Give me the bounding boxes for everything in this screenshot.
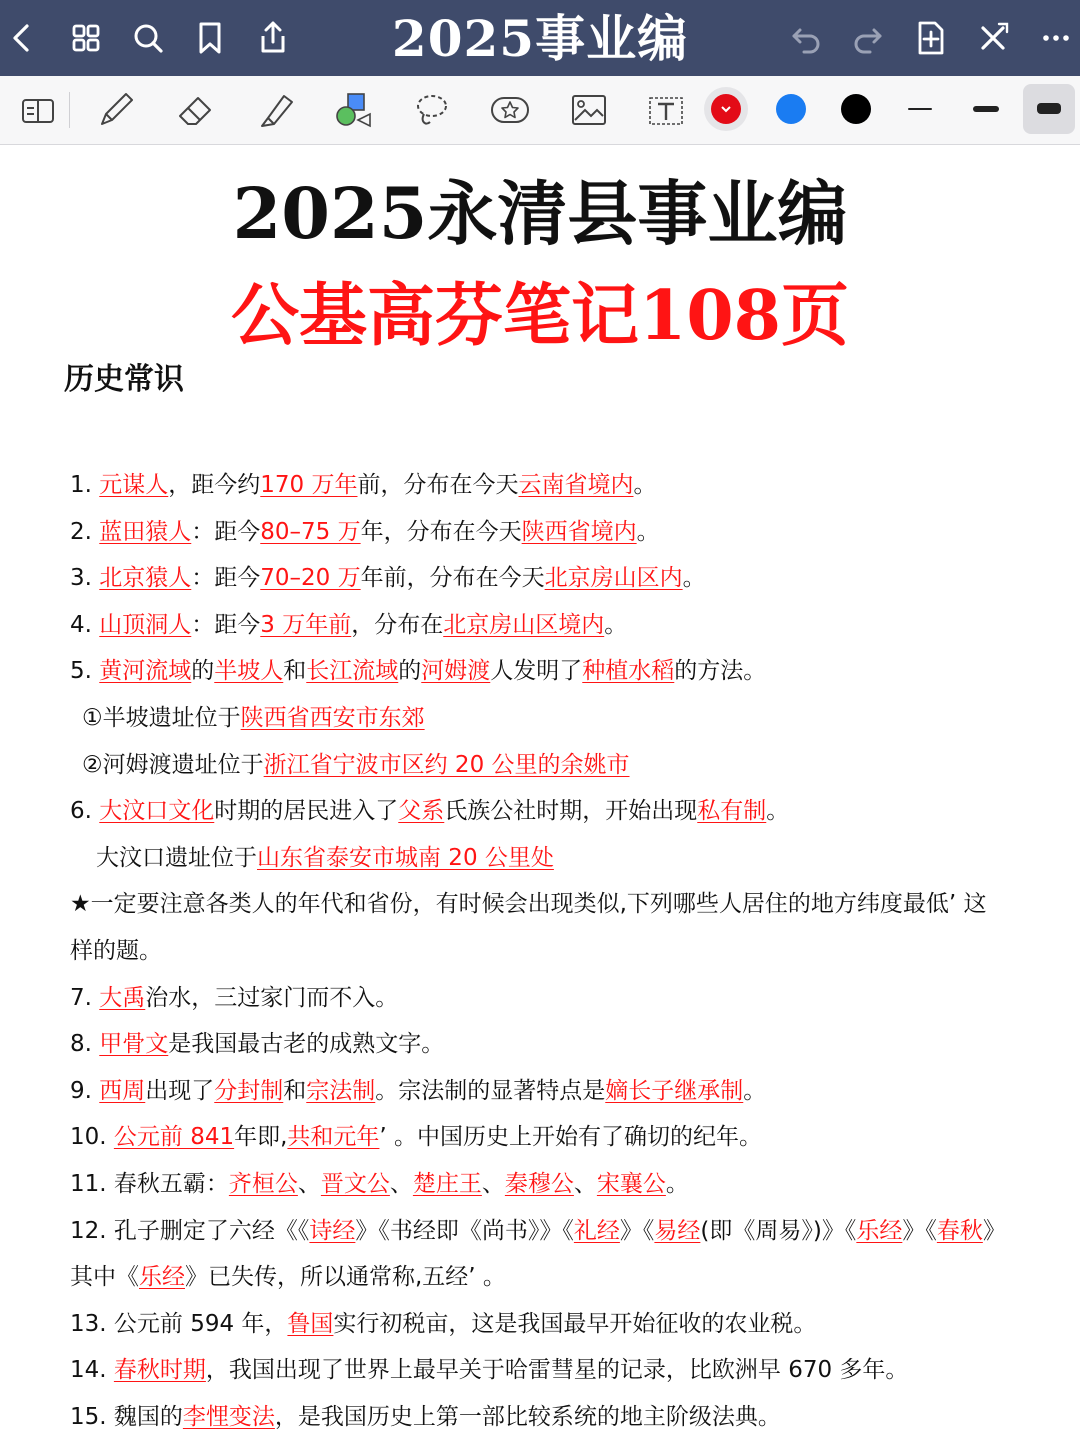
highlighted-term: 浙江省宁波市区约 20 公里的余姚市 <box>263 751 630 778</box>
highlighted-term: 乐经 <box>139 1264 185 1291</box>
note-line <box>70 1208 1030 1255</box>
highlighted-term: 陕西省西安市东郊 <box>240 704 425 731</box>
color-swatch-red[interactable] <box>711 94 741 124</box>
highlighted-term: 晋文公 <box>320 1170 390 1197</box>
pen-icon[interactable] <box>94 88 138 132</box>
highlighted-term: 长江流域 <box>306 658 399 685</box>
note-text: 氏族公社时期，开始出现 <box>444 798 698 825</box>
note-text: 治水，三过家门而不入。 <box>145 984 399 1011</box>
note-text: ①半坡遗址位于 <box>82 704 241 731</box>
note-text: 》《 <box>619 1217 655 1244</box>
highlighted-term: 易经 <box>654 1217 701 1244</box>
note-text: 。 <box>665 1170 689 1197</box>
shapes-icon[interactable] <box>332 88 376 132</box>
highlighted-term: 大禹 <box>99 984 146 1011</box>
note-text: 。 <box>636 518 660 545</box>
note-text: 、 <box>481 1170 505 1197</box>
highlighted-term: 私有制 <box>697 798 767 825</box>
highlighted-term: 宋襄公 <box>596 1170 666 1197</box>
note-text: 。 <box>633 472 657 498</box>
note-line <box>70 602 1030 649</box>
note-text: 1. <box>70 472 100 498</box>
note-content <box>70 462 1030 1440</box>
note-text: 、 <box>297 1170 321 1197</box>
note-text: 、 <box>573 1170 597 1197</box>
text-icon[interactable] <box>644 88 688 132</box>
highlighted-term: 大汶口文化 <box>99 798 215 825</box>
note-line <box>70 881 1030 928</box>
note-line <box>70 648 1030 695</box>
highlighted-term: 秦穆公 <box>504 1170 574 1197</box>
note-text: ，我国出现了世界上最早关于哈雷彗星的记录，比欧洲早 670 多年。 <box>205 1357 909 1384</box>
page-view-icon[interactable] <box>16 88 60 132</box>
note-text: 13. 公元前 594 年， <box>70 1310 288 1337</box>
stroke-thick[interactable] <box>1037 103 1061 114</box>
note-line <box>70 555 1030 602</box>
note-text: ：距今 <box>191 565 261 592</box>
search-icon[interactable] <box>128 18 168 58</box>
note-text: 5. <box>70 658 100 685</box>
highlighted-term: 鲁国 <box>287 1310 334 1337</box>
highlighted-term: 河姆渡 <box>421 658 491 685</box>
highlighted-term: 齐桓公 <box>228 1170 298 1197</box>
note-text: 8. <box>70 1031 100 1058</box>
undo-icon[interactable] <box>786 18 826 58</box>
note-text: 、 <box>389 1170 413 1197</box>
note-text: 11. 春秋五霸： <box>70 1170 229 1197</box>
highlighted-term: 嫡长子继承制 <box>605 1077 744 1104</box>
note-text: 3. <box>70 565 100 592</box>
note-text: 。 <box>766 798 790 825</box>
highlighted-term: 共和元年 <box>287 1124 380 1151</box>
highlighted-term: 乐经 <box>856 1217 903 1244</box>
note-line <box>70 975 1030 1022</box>
highlighted-term: 春秋 <box>936 1217 983 1244</box>
note-text: 其中《 <box>70 1264 139 1291</box>
highlighted-term: 礼经 <box>573 1217 620 1244</box>
note-text: ②河姆渡遗址位于 <box>82 751 264 778</box>
image-icon[interactable] <box>567 88 611 132</box>
note-text: ，分布在 <box>351 611 444 638</box>
note-text: 的 <box>398 658 422 685</box>
note-text: 出现了 <box>145 1077 215 1104</box>
grid-view-icon[interactable] <box>66 18 106 58</box>
add-page-icon[interactable] <box>911 18 951 58</box>
lasso-icon[interactable] <box>410 88 454 132</box>
note-text: 4. <box>70 611 100 638</box>
note-text: 人发明了 <box>490 658 583 685</box>
highlighted-term: 宗法制 <box>306 1077 376 1104</box>
top-app-bar <box>0 0 1080 76</box>
note-text: 。 <box>604 611 628 638</box>
toolbar-divider <box>69 92 70 128</box>
note-line <box>70 1021 1030 1068</box>
highlighter-icon[interactable] <box>254 88 298 132</box>
note-text: ’ 。中国历史上开始有了确切的纪年。 <box>379 1124 763 1151</box>
note-text: ★一定要注意各类人的年代和省份，有时候会出现类似,下列哪些人居住的地方纬度最低’ 这 <box>70 891 987 918</box>
note-line <box>70 1114 1030 1161</box>
highlighted-term: 北京房山区内 <box>544 565 683 592</box>
highlighted-term: 诗经 <box>309 1217 356 1244</box>
note-text: ，是我国历史上第一部比较系统的地主阶级法典。 <box>274 1403 781 1430</box>
note-line <box>70 1161 1030 1208</box>
highlighted-term: 元谋人 <box>99 472 169 498</box>
note-text: 。 <box>743 1077 767 1104</box>
highlighted-term: 陕西省境内 <box>521 518 637 545</box>
note-text: ，距今约 <box>168 472 261 498</box>
eraser-icon[interactable] <box>174 88 218 132</box>
highlighted-term: 山东省泰安市城南 20 公里处 <box>257 844 554 871</box>
note-line <box>70 1254 1030 1301</box>
highlighted-term: 云南省境内 <box>518 472 634 498</box>
highlighted-term: 公元前 841 <box>113 1124 235 1151</box>
note-text: 的方法。 <box>674 658 767 685</box>
note-text: 》《 <box>902 1217 937 1244</box>
highlighted-term: 分封制 <box>214 1077 284 1104</box>
highlighted-term: 春秋时期 <box>113 1357 206 1384</box>
note-text: 和 <box>283 1077 307 1104</box>
note-text: 》 <box>982 1217 1006 1244</box>
sticker-icon[interactable] <box>488 88 532 132</box>
document-title: 2025永清县事业编 <box>232 172 848 255</box>
bookmark-icon[interactable] <box>190 18 230 58</box>
note-text: 7. <box>70 984 100 1011</box>
stroke-thin[interactable] <box>908 108 932 110</box>
note-text: 年前，分布在今天 <box>360 565 545 592</box>
highlighted-term: 李悝变法 <box>182 1403 275 1430</box>
app-title: 2025事业编 <box>391 9 689 68</box>
highlighted-term: 北京房山区境内 <box>443 611 605 638</box>
note-text: 时期的居民进入了 <box>214 798 399 825</box>
note-line <box>70 695 1030 742</box>
note-line <box>70 509 1030 556</box>
note-line <box>70 928 1030 975</box>
note-text: 15. 魏国的 <box>70 1403 183 1430</box>
highlighted-term: 甲骨文 <box>99 1031 169 1058</box>
note-line <box>70 1301 1030 1348</box>
note-text: ：距今 <box>191 518 261 545</box>
color-swatch-blue[interactable] <box>776 94 806 124</box>
share-icon[interactable] <box>253 18 293 58</box>
back-chevron-icon[interactable] <box>2 18 42 58</box>
stroke-medium[interactable] <box>973 106 999 112</box>
note-text: 年，分布在今天 <box>360 518 522 545</box>
note-line <box>70 835 1030 882</box>
note-text: 14. <box>70 1357 114 1384</box>
note-text: 。宗法制的显著特点是 <box>375 1077 606 1104</box>
color-swatch-black[interactable] <box>841 94 871 124</box>
section-heading: 历史常识 <box>64 362 184 397</box>
note-text: 和 <box>283 658 307 685</box>
redo-icon[interactable] <box>848 18 888 58</box>
note-text: 大汶口遗址位于 <box>96 844 257 871</box>
note-line <box>70 742 1030 789</box>
note-text: 。 <box>682 565 706 592</box>
highlighted-term: 父系 <box>398 798 445 825</box>
note-text: 12. 孔子删定了六经《《 <box>70 1217 310 1244</box>
note-line <box>70 1068 1030 1115</box>
highlighted-term: 70–20 万 <box>260 565 361 592</box>
note-text: 》《书经即《尚书》》《 <box>355 1217 574 1244</box>
note-text: 的 <box>191 658 215 685</box>
note-text: ：距今 <box>191 611 261 638</box>
highlighted-term: 种植水稻 <box>582 658 675 685</box>
note-text: 10. <box>70 1124 114 1151</box>
highlighted-term: 半坡人 <box>214 658 284 685</box>
note-line <box>70 462 1030 509</box>
note-text: 前，分布在今天 <box>357 472 519 498</box>
highlighted-term: 170 万年 <box>260 472 358 498</box>
note-text: 》已失传，所以通常称,五经’ 。 <box>185 1264 506 1291</box>
document-subtitle: 公基高芬笔记108页 <box>231 276 849 356</box>
highlighted-term: 北京猿人 <box>99 565 192 592</box>
note-text: 9. <box>70 1077 100 1104</box>
note-text: 样的题。 <box>70 937 162 964</box>
highlighted-term: 西周 <box>99 1077 146 1104</box>
note-line <box>70 1394 1030 1440</box>
note-text: 实行初税亩，这是我国最早开始征收的农业税。 <box>333 1310 817 1337</box>
highlighted-term: 黄河流域 <box>99 658 192 685</box>
drawing-toolbar <box>0 76 1080 145</box>
close-pen-icon[interactable] <box>973 18 1013 58</box>
note-text: 年即, <box>234 1124 288 1151</box>
note-line <box>70 788 1030 835</box>
highlighted-term: 3 万年前 <box>260 611 352 638</box>
highlighted-term: 蓝田猿人 <box>99 518 192 545</box>
chevron-down-icon <box>711 94 741 124</box>
highlighted-term: 80–75 万 <box>260 518 361 545</box>
highlighted-term: 楚庄王 <box>412 1170 482 1197</box>
note-text: (即《周易》)》《 <box>700 1217 857 1244</box>
note-text: 是我国最古老的成熟文字。 <box>168 1031 445 1058</box>
note-text: 2. <box>70 518 100 545</box>
note-text: 6. <box>70 798 100 825</box>
note-line <box>70 1347 1030 1394</box>
highlighted-term: 山顶洞人 <box>99 611 192 638</box>
more-icon[interactable] <box>1036 18 1076 58</box>
